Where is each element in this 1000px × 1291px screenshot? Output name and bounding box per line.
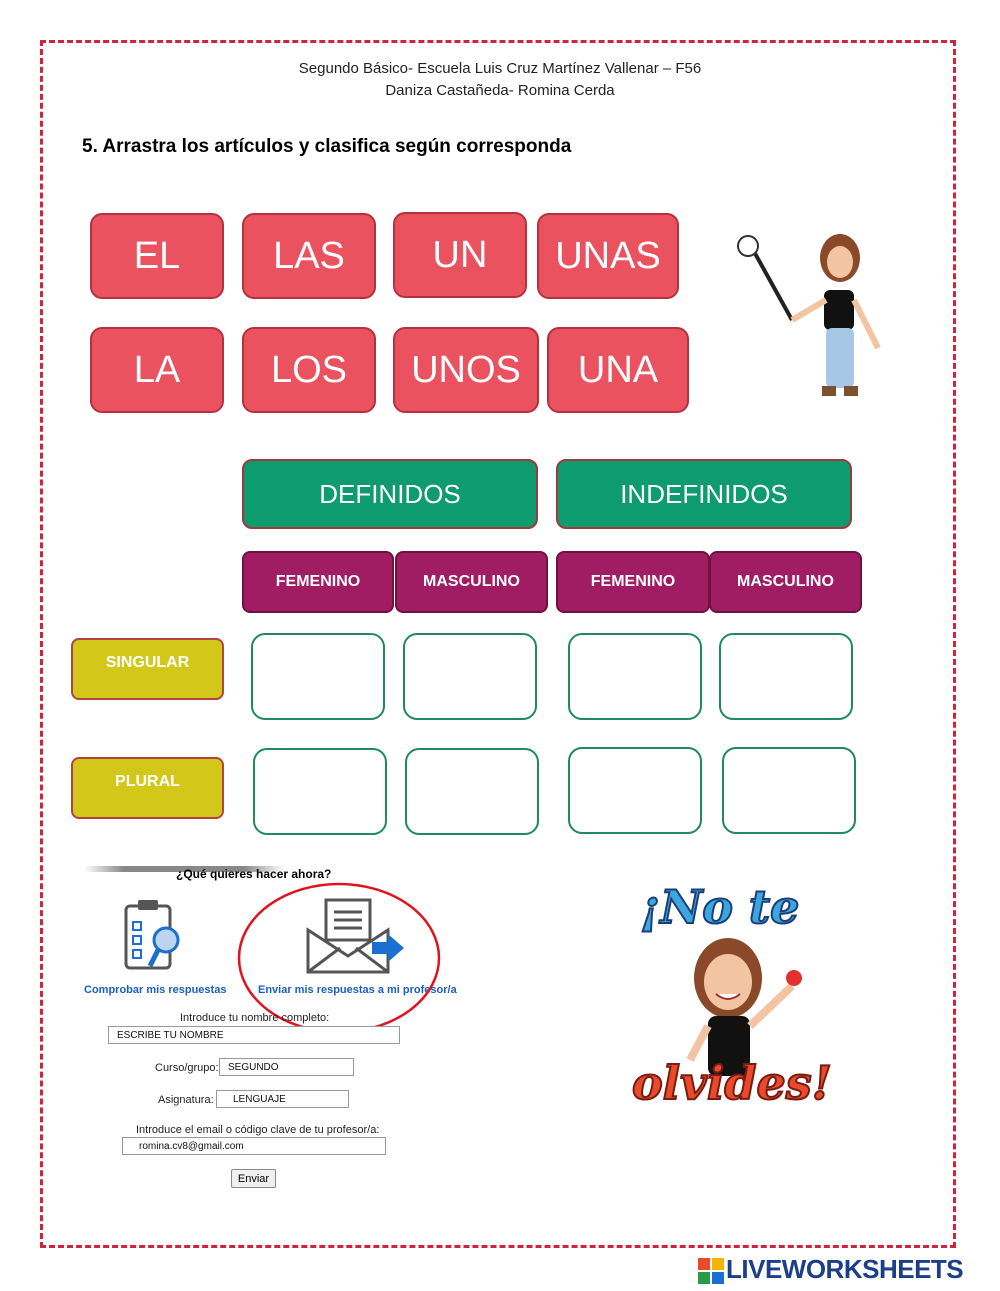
subject-input[interactable] <box>216 1090 349 1108</box>
chip-las[interactable]: LAS <box>242 213 376 299</box>
drop-zone-singular-masculino-definido[interactable] <box>403 633 537 720</box>
chip-los[interactable]: LOS <box>242 327 376 413</box>
chip-unos[interactable]: UNOS <box>393 327 539 413</box>
header-authors: Daniza Castañeda- Romina Cerda <box>385 82 615 99</box>
chip-una[interactable]: UNA <box>547 327 689 413</box>
chip-unas[interactable]: UNAS <box>537 213 679 299</box>
submit-button[interactable]: Enviar <box>231 1169 276 1188</box>
header-school: Segundo Básico- Escuela Luis Cruz Martínez Vallenar – F56 <box>298 60 702 77</box>
gender-femenino-definidos: FEMENINO <box>242 551 394 613</box>
send-answers-link[interactable]: Enviar mis respuestas a mi profesor/a <box>258 984 457 996</box>
liveworksheets-brand: LIVEWORKSHEETS <box>726 1254 964 1284</box>
form-question: ¿Qué quieres hacer ahora? <box>176 867 332 881</box>
category-indefinidos: INDEFINIDOS <box>556 459 852 529</box>
category-definidos: DEFINIDOS <box>242 459 538 529</box>
drop-zone-plural-masculino-indefinido[interactable] <box>722 747 856 834</box>
name-label: Introduce tu nombre completo: <box>180 1012 330 1024</box>
clipboard-check-icon[interactable] <box>120 896 186 976</box>
email-input[interactable] <box>122 1137 386 1155</box>
sticker-text-bottom: olvides! <box>632 1056 832 1110</box>
course-input[interactable] <box>219 1058 354 1076</box>
teacher-avatar-illustration <box>730 228 890 408</box>
liveworksheets-logo-icon <box>698 1258 724 1284</box>
chip-un[interactable]: UN <box>393 212 527 298</box>
drop-zone-singular-femenino-indefinido[interactable] <box>568 633 702 720</box>
drop-zone-singular-masculino-indefinido[interactable] <box>719 633 853 720</box>
instruction-text: 5. Arrastra los artículos y clasifica según corresponda <box>82 136 572 157</box>
gender-masculino-definidos: MASCULINO <box>395 551 548 613</box>
row-plural: PLURAL <box>71 757 224 819</box>
sticker-text-top: ¡No te <box>640 880 800 934</box>
check-answers-link[interactable]: Comprobar mis respuestas <box>84 984 227 996</box>
email-label: Introduce el email o código clave de tu profesor/a: <box>136 1124 380 1136</box>
gender-masculino-indefinidos: MASCULINO <box>709 551 862 613</box>
subject-label: Asignatura: <box>158 1094 214 1106</box>
chip-la[interactable]: LA <box>90 327 224 413</box>
drop-zone-plural-femenino-indefinido[interactable] <box>568 747 702 834</box>
course-label: Curso/grupo: <box>155 1062 219 1074</box>
chip-el[interactable]: EL <box>90 213 224 299</box>
drop-zone-plural-femenino-definido[interactable] <box>253 748 387 835</box>
drop-zone-singular-femenino-definido[interactable] <box>251 633 385 720</box>
row-singular: SINGULAR <box>71 638 224 700</box>
gender-femenino-indefinidos: FEMENINO <box>556 551 710 613</box>
name-input[interactable] <box>108 1026 400 1044</box>
drop-zone-plural-masculino-definido[interactable] <box>405 748 539 835</box>
